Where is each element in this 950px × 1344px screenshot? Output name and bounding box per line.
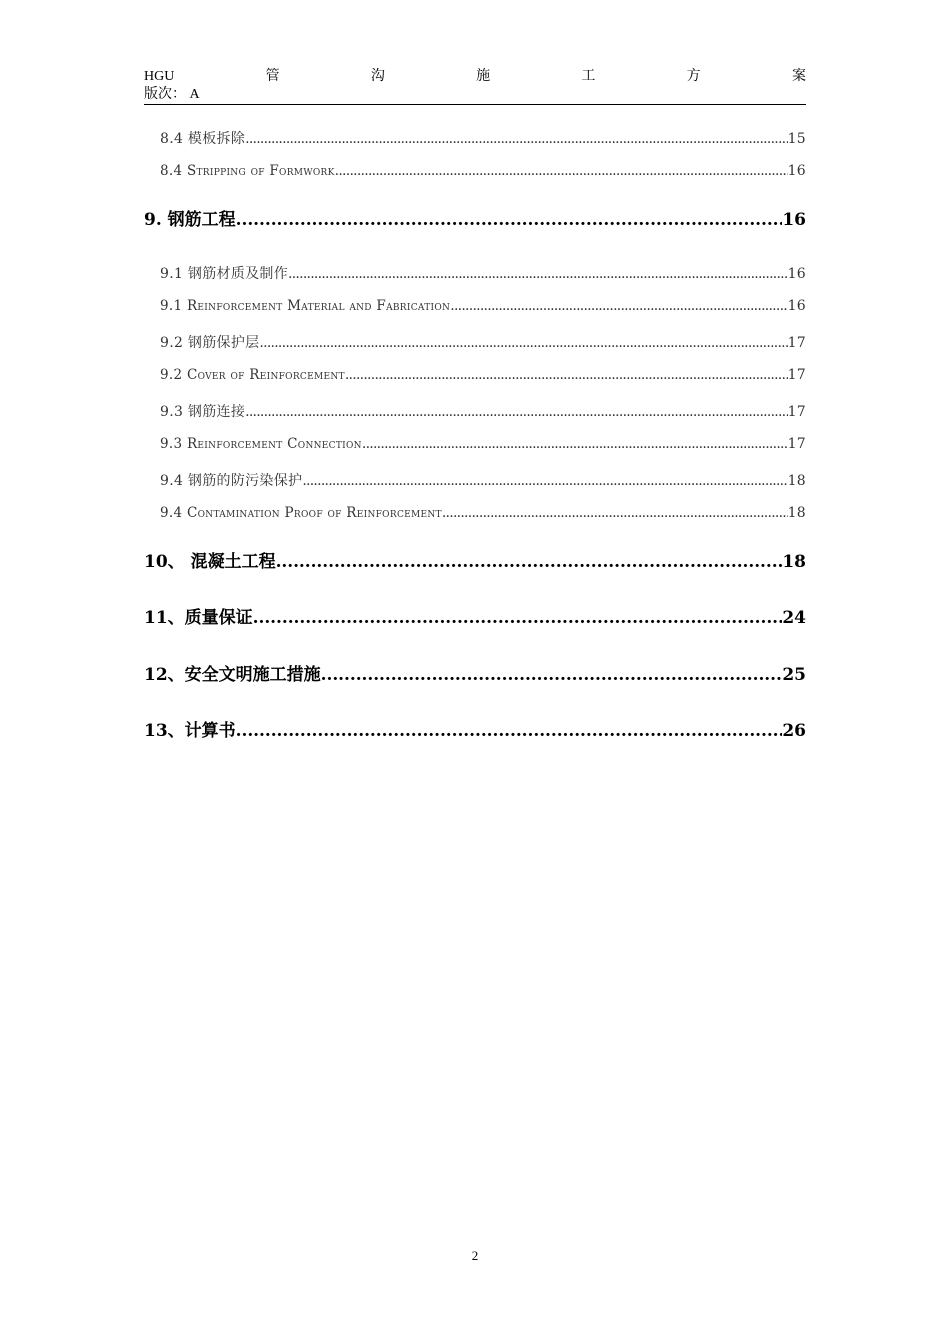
toc-entry-page: 17 — [787, 367, 806, 383]
toc-dot-leader — [450, 298, 787, 314]
toc-entry-page: 17 — [787, 404, 806, 420]
toc-entry-page: 15 — [787, 131, 806, 147]
toc-dot-leader — [442, 505, 788, 521]
header-title-char: 工 — [581, 69, 596, 84]
toc-entry-page: 24 — [782, 608, 806, 628]
toc-entry-page: 17 — [787, 436, 806, 452]
toc-dot-leader — [335, 163, 788, 179]
header-title-char: 方 — [686, 69, 701, 84]
header-title-char: 沟 — [370, 69, 385, 84]
toc-dot-leader — [245, 131, 787, 147]
toc-entry-title: 9.3 钢筋连接 — [160, 404, 246, 420]
toc-entry-page: 16 — [782, 210, 806, 230]
toc-entry-page: 25 — [782, 665, 806, 685]
toc-entry[interactable] — [144, 367, 806, 383]
toc-entry-title: 9.4 钢筋的防污染保护 — [160, 473, 303, 489]
toc-dot-leader — [259, 335, 787, 351]
toc-entry-title: 9. 钢筋工程 — [144, 210, 236, 230]
toc-entry[interactable] — [144, 470, 806, 490]
toc-entry-page: 18 — [787, 473, 806, 489]
toc-entry[interactable] — [144, 547, 806, 572]
toc-dot-leader — [302, 473, 787, 489]
toc-entry[interactable] — [144, 205, 806, 230]
toc-entry[interactable] — [144, 263, 806, 283]
toc-entry-title: 9.4 Contamination Proof of Reinforcement — [160, 505, 442, 521]
toc-entry[interactable] — [144, 128, 806, 148]
toc-entry-title: 10、 混凝土工程 — [144, 552, 276, 572]
header-title-char: 施 — [476, 69, 491, 84]
toc-entry-title: 11、质量保证 — [144, 608, 253, 628]
toc-entry[interactable] — [144, 660, 806, 685]
toc-entry[interactable] — [144, 401, 806, 421]
toc-entry[interactable] — [144, 163, 806, 179]
toc-entry-title: 9.1 Reinforcement Material and Fabrication — [160, 298, 451, 314]
version-line: 版次： A — [144, 87, 200, 102]
toc-entry-page: 26 — [782, 721, 806, 741]
page-header — [144, 68, 806, 104]
toc-entry-page: 16 — [787, 298, 806, 314]
toc-entry[interactable] — [144, 298, 806, 314]
toc-dot-leader — [276, 552, 783, 572]
toc-entry-page: 18 — [787, 505, 806, 521]
toc-entry-title: 8.4 模板拆除 — [160, 131, 246, 147]
toc-entry-title: 9.2 Cover of Reinforcement — [160, 367, 345, 383]
toc-dot-leader — [236, 210, 783, 230]
toc-entry[interactable] — [144, 603, 806, 628]
toc-dot-leader — [321, 665, 783, 685]
doc-code: HGU — [144, 69, 175, 84]
toc-dot-leader — [253, 608, 783, 628]
page-number: 2 — [471, 1248, 479, 1263]
toc-entry[interactable] — [144, 716, 806, 741]
header-title-row — [144, 68, 806, 86]
toc-entry-page: 18 — [782, 552, 806, 572]
toc-entry-title: 8.4 Stripping of Formwork — [160, 163, 335, 179]
toc-entry-title: 12、安全文明施工措施 — [144, 665, 321, 685]
toc-entry-page: 17 — [787, 335, 806, 351]
header-divider — [144, 104, 806, 105]
toc-entry-title: 9.2 钢筋保护层 — [160, 335, 260, 351]
toc-dot-leader — [245, 404, 787, 420]
toc-entry-title: 13、计算书 — [144, 721, 236, 741]
toc-dot-leader — [288, 266, 788, 282]
toc-entry-title: 9.3 Reinforcement Connection — [160, 436, 362, 452]
toc-dot-leader — [345, 367, 788, 383]
toc-entry-title: 9.1 钢筋材质及制作 — [160, 266, 289, 282]
toc-entry[interactable] — [144, 436, 806, 452]
toc-entry[interactable] — [144, 332, 806, 352]
toc-entry[interactable] — [144, 505, 806, 521]
toc-entry-page: 16 — [787, 163, 806, 179]
toc-dot-leader — [362, 436, 788, 452]
toc-dot-leader — [236, 721, 783, 741]
header-title-char: 案 — [791, 69, 806, 84]
toc-entry-page: 16 — [787, 266, 806, 282]
header-title-char: 管 — [265, 69, 280, 84]
